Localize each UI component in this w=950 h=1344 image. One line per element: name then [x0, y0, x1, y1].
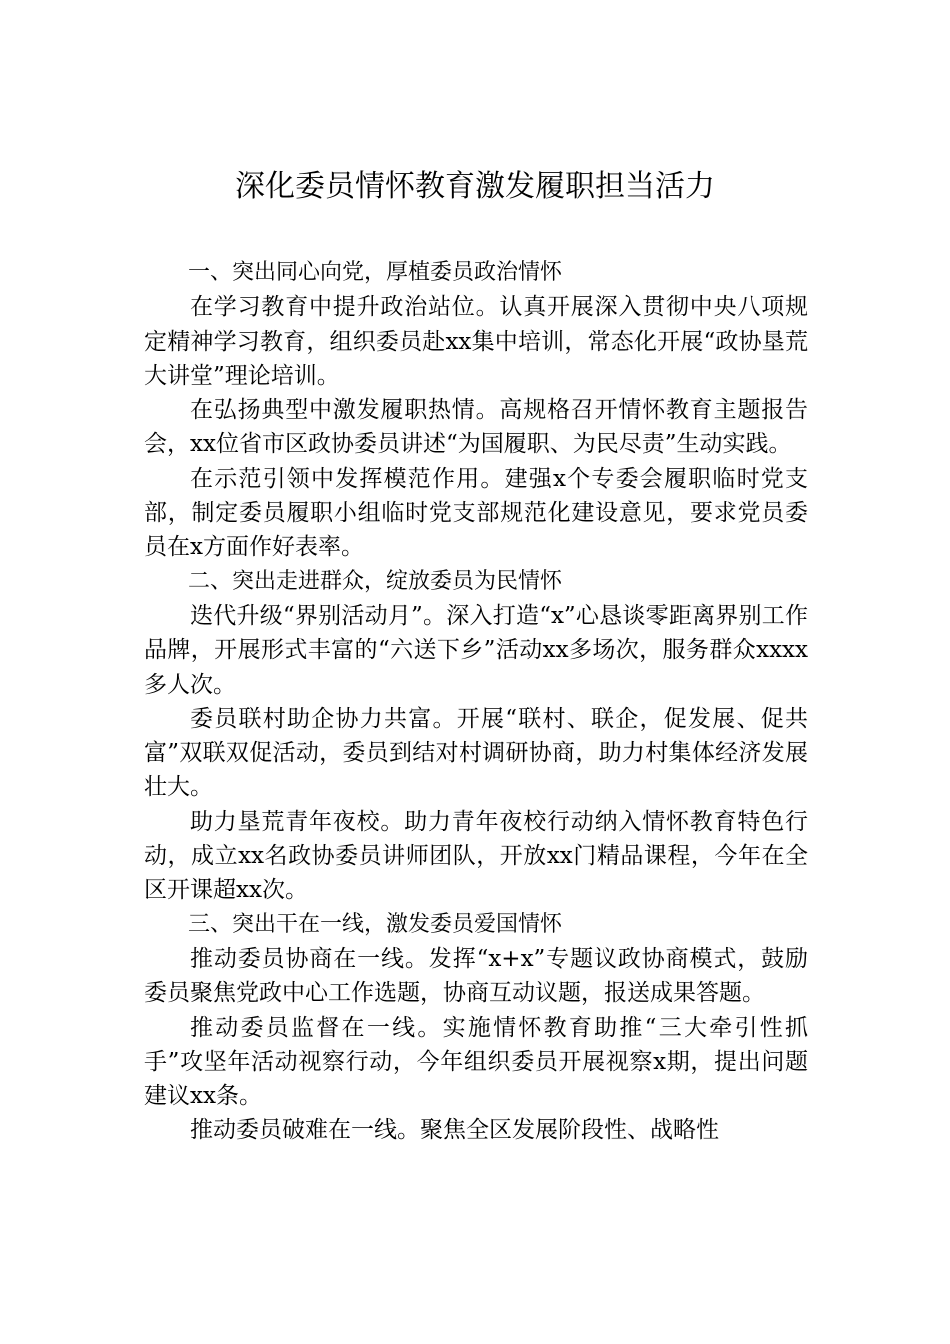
- paragraph: 助力垦荒青年夜校。助力青年夜校行动纳入情怀教育特色行动，成立xx名政协委员讲师团队，开放xx门精品课程，今年在全区开课超xx次。: [144, 808, 808, 904]
- paragraph: 在学习教育中提升政治站位。认真开展深入贯彻中央八项规定精神学习教育，组织委员赴xx集中培训，常态化开展“政协垦荒大讲堂”理论培训。: [144, 294, 808, 389]
- paragraph: 在示范引领中发挥模范作用。建强x个专委会履职临时党支部，制定委员履职小组临时党支部规范化建设意见，要求党员委员在x方面作好表率。: [144, 465, 808, 561]
- section-heading-2: 二、突出走进群众，绽放委员为民情怀: [188, 568, 563, 594]
- paragraph: 委员联村助企协力共富。开展“联村、联企，促发展、促共富”双联双促活动，委员到结对村调研协商，助力村集体经济发展壮大。: [144, 705, 808, 801]
- paragraph: 迭代升级“界别活动月”。深入打造“x”心恳谈零距离界别工作品牌，开展形式丰富的“六送下乡”活动xx多场次，服务群众xxxx多人次。: [144, 602, 808, 698]
- paragraph: 在弘扬典型中激发履职热情。高规格召开情怀教育主题报告会，xx位省市区政协委员讲述“为国履职、为民尽责”生动实践。: [144, 397, 808, 458]
- section-heading-3: 三、突出干在一线，激发委员爱国情怀: [188, 911, 563, 937]
- document-body: [144, 256, 808, 1148]
- paragraph: 推动委员监督在一线。实施情怀教育助推“三大牵引性抓手”攻坚年活动视察行动，今年组织委员开展视察x期，提出问题建议xx条。: [144, 1014, 808, 1110]
- document-title: 深化委员情怀教育激发履职担当活力: [235, 169, 715, 204]
- paragraph: 推动委员协商在一线。发挥“x+x”专题议政协商模式，鼓励委员聚焦党政中心工作选题，协商互动议题，报送成果答题。: [144, 945, 808, 1007]
- paragraph: 推动委员破难在一线。聚焦全区发展阶段性、战略性: [190, 1117, 719, 1144]
- section-heading-1: 一、突出同心向党，厚植委员政治情怀: [188, 260, 563, 285]
